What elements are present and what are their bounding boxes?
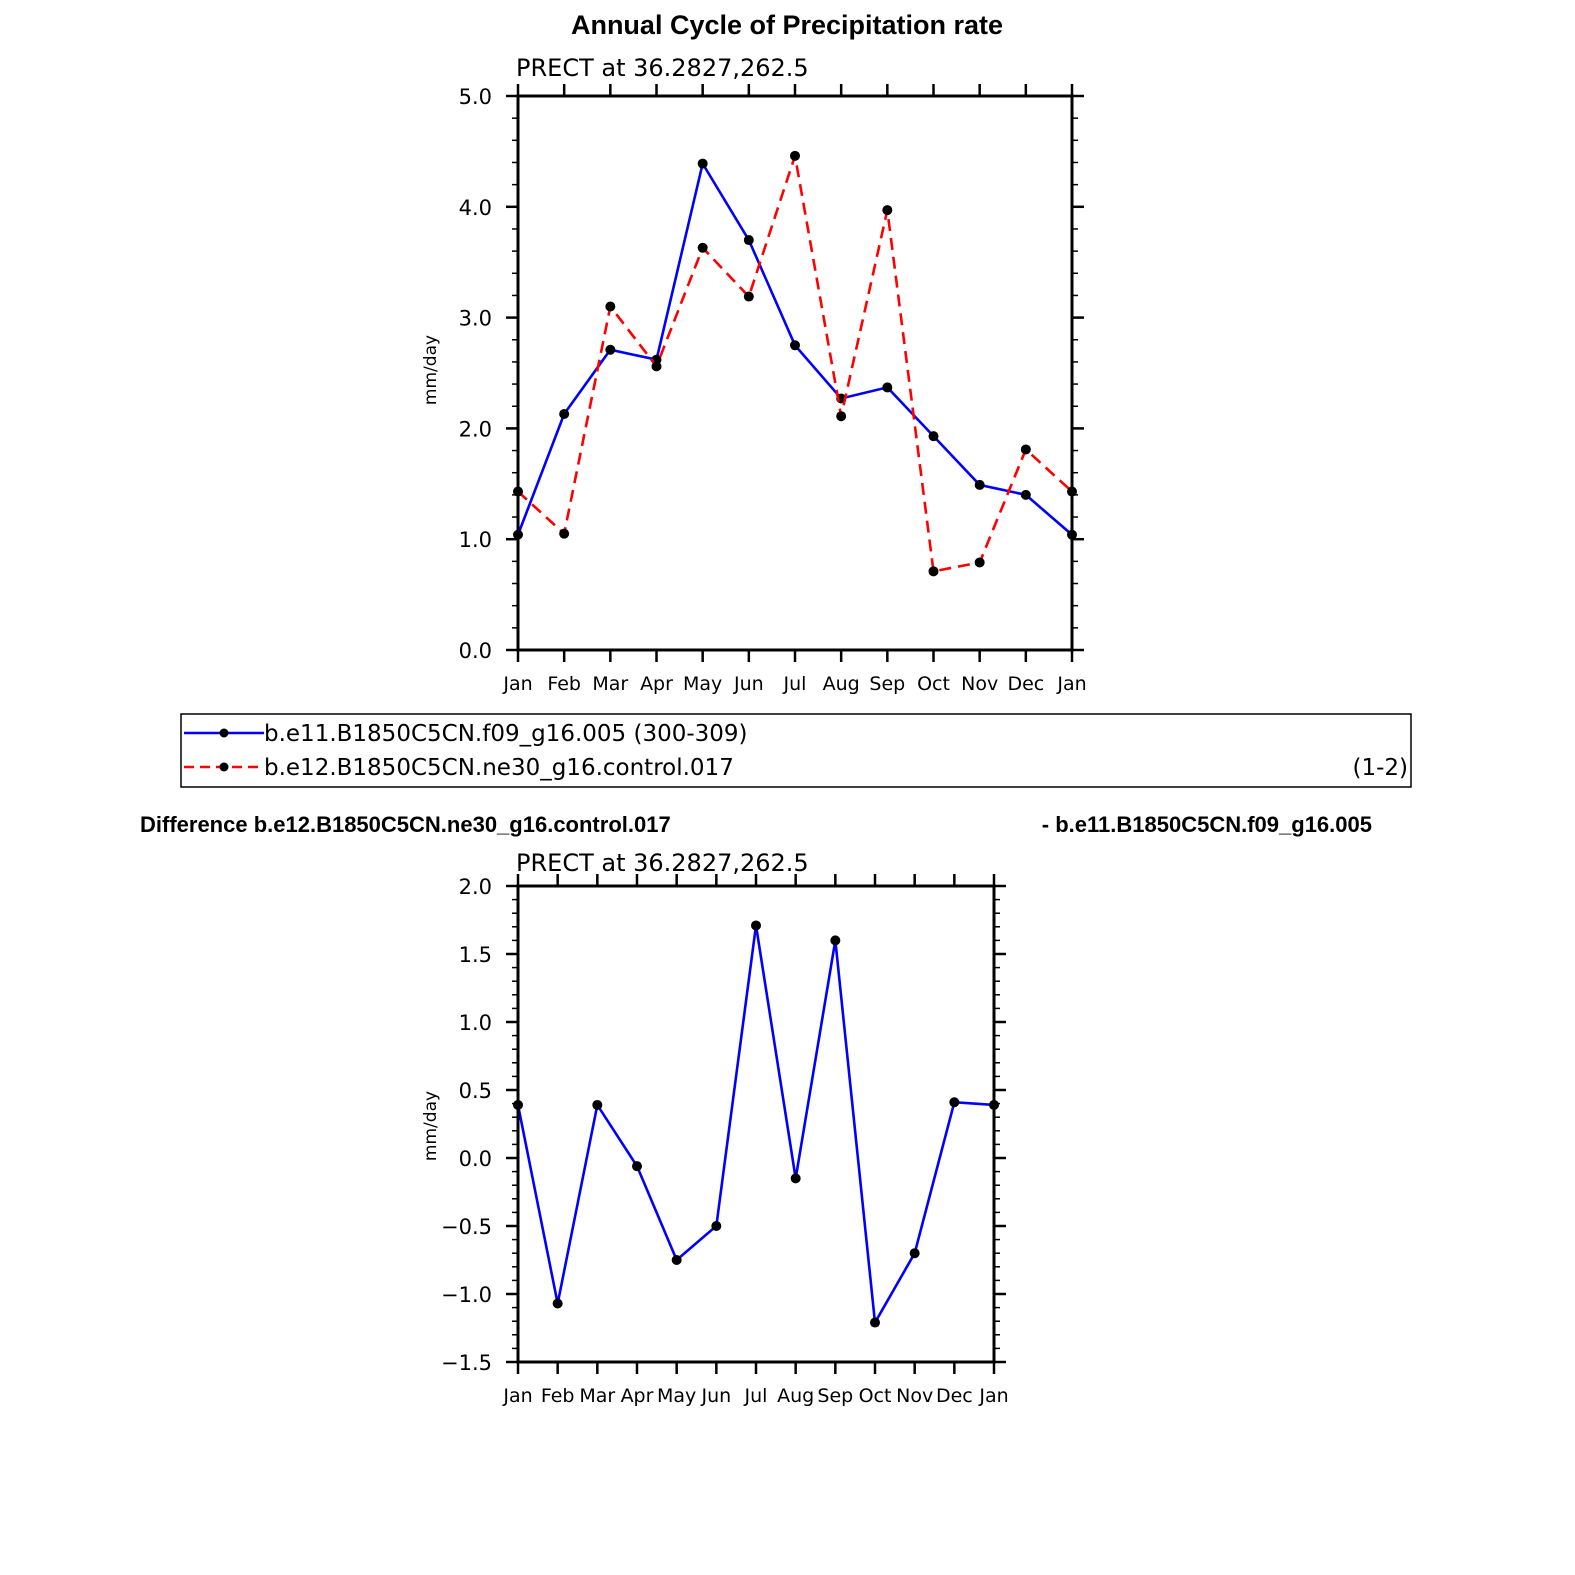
legend — [181, 714, 1411, 787]
xtick-label: Dec — [1007, 673, 1045, 695]
data-point — [605, 302, 615, 312]
xtick-label: Sep — [817, 1385, 854, 1407]
panel1-ylabel: mm/day — [421, 334, 441, 406]
xtick-label: Nov — [896, 1385, 934, 1407]
ytick-label: 2.0 — [458, 875, 492, 899]
xtick-label: Apr — [640, 673, 673, 695]
xtick-label: Jun — [733, 673, 764, 695]
data-point — [836, 411, 846, 421]
xtick-label: Apr — [620, 1385, 654, 1407]
xtick-label: Jun — [701, 1385, 732, 1407]
data-point — [870, 1318, 880, 1328]
data-point — [605, 345, 615, 355]
data-point — [592, 1100, 602, 1110]
data-point — [744, 292, 754, 302]
data-point — [652, 361, 662, 371]
xtick-label: Aug — [822, 673, 860, 695]
data-point — [553, 1299, 563, 1309]
xtick-label: Sep — [869, 673, 906, 695]
difference-title-right: - b.e11.B1850C5CN.f09_g16.005 — [1041, 812, 1372, 837]
ytick-label: 0.0 — [458, 1147, 492, 1171]
data-point — [711, 1221, 721, 1231]
data-point — [698, 243, 708, 253]
annual-cycle-panel — [421, 54, 1087, 695]
ytick-label: 1.0 — [458, 528, 492, 553]
legend-entry-b — [184, 755, 734, 781]
data-point — [1021, 444, 1031, 454]
xtick-label: Mar — [579, 1385, 616, 1407]
ytick-label: −1.0 — [441, 1283, 492, 1307]
ytick-label: −0.5 — [441, 1215, 492, 1239]
xtick-label: Feb — [547, 673, 581, 695]
data-point — [830, 935, 840, 945]
xtick-label: Feb — [540, 1385, 575, 1407]
ytick-label: 5.0 — [458, 85, 492, 109]
data-point — [929, 431, 939, 441]
data-point — [744, 235, 754, 245]
ytick-label: 2.0 — [458, 417, 492, 442]
data-point — [882, 205, 892, 215]
data-point — [949, 1097, 959, 1107]
data-point — [559, 409, 569, 419]
figure-title: Annual Cycle of Precipitation rate — [570, 10, 1004, 40]
xtick-label: Oct — [917, 673, 950, 695]
data-point — [751, 920, 761, 930]
xtick-label: Aug — [777, 1385, 815, 1407]
legend-label-a: b.e11.B1850C5CN.f09_g16.005 (300-309) — [264, 721, 748, 747]
xtick-label: Oct — [858, 1385, 892, 1407]
xtick-label: Jan — [1057, 673, 1087, 695]
data-point — [559, 529, 569, 539]
data-point — [791, 1173, 801, 1183]
xtick-label: Jan — [503, 1385, 533, 1407]
ytick-label: 3.0 — [458, 306, 492, 331]
data-point — [790, 151, 800, 161]
legend-entry-a — [184, 721, 748, 747]
data-point — [975, 557, 985, 567]
data-point — [632, 1161, 642, 1171]
data-point — [975, 480, 985, 490]
panel1-plot-frame — [518, 96, 1072, 650]
xtick-label: Jan — [503, 673, 533, 695]
xtick-label: May — [683, 673, 723, 695]
xtick-label: Mar — [592, 673, 629, 695]
panel2-plot-frame — [518, 886, 994, 1362]
data-point — [882, 382, 892, 392]
data-point — [698, 159, 708, 169]
legend-note: (1-2) — [1352, 755, 1408, 781]
ytick-label: 0.5 — [458, 1079, 492, 1103]
data-point — [929, 566, 939, 576]
xtick-label: May — [657, 1385, 697, 1407]
panel2-ylabel: mm/day — [421, 1090, 441, 1162]
ytick-label: −1.5 — [441, 1351, 492, 1375]
ytick-label: 1.0 — [458, 1011, 492, 1035]
xtick-label: Jul — [783, 673, 807, 695]
ytick-label: 0.0 — [458, 639, 492, 663]
ytick-label: 4.0 — [458, 195, 492, 220]
xtick-label: Jul — [744, 1385, 768, 1407]
series-line-0 — [518, 925, 994, 1322]
data-point — [1021, 490, 1031, 500]
data-point — [790, 340, 800, 350]
xtick-label: Nov — [961, 673, 999, 695]
data-point — [910, 1248, 920, 1258]
panel2-subtitle: PRECT at 36.2827,262.5 — [516, 849, 809, 877]
difference-panel — [421, 849, 1009, 1407]
data-point — [672, 1255, 682, 1265]
ytick-label: 1.5 — [458, 943, 492, 967]
xtick-label: Dec — [935, 1385, 973, 1407]
panel1-subtitle: PRECT at 36.2827,262.5 — [516, 54, 809, 82]
legend-label-b: b.e12.B1850C5CN.ne30_g16.control.017 — [264, 755, 734, 781]
xtick-label: Jan — [979, 1385, 1009, 1407]
difference-title-left: Difference b.e12.B1850C5CN.ne30_g16.control.017 — [140, 812, 671, 837]
